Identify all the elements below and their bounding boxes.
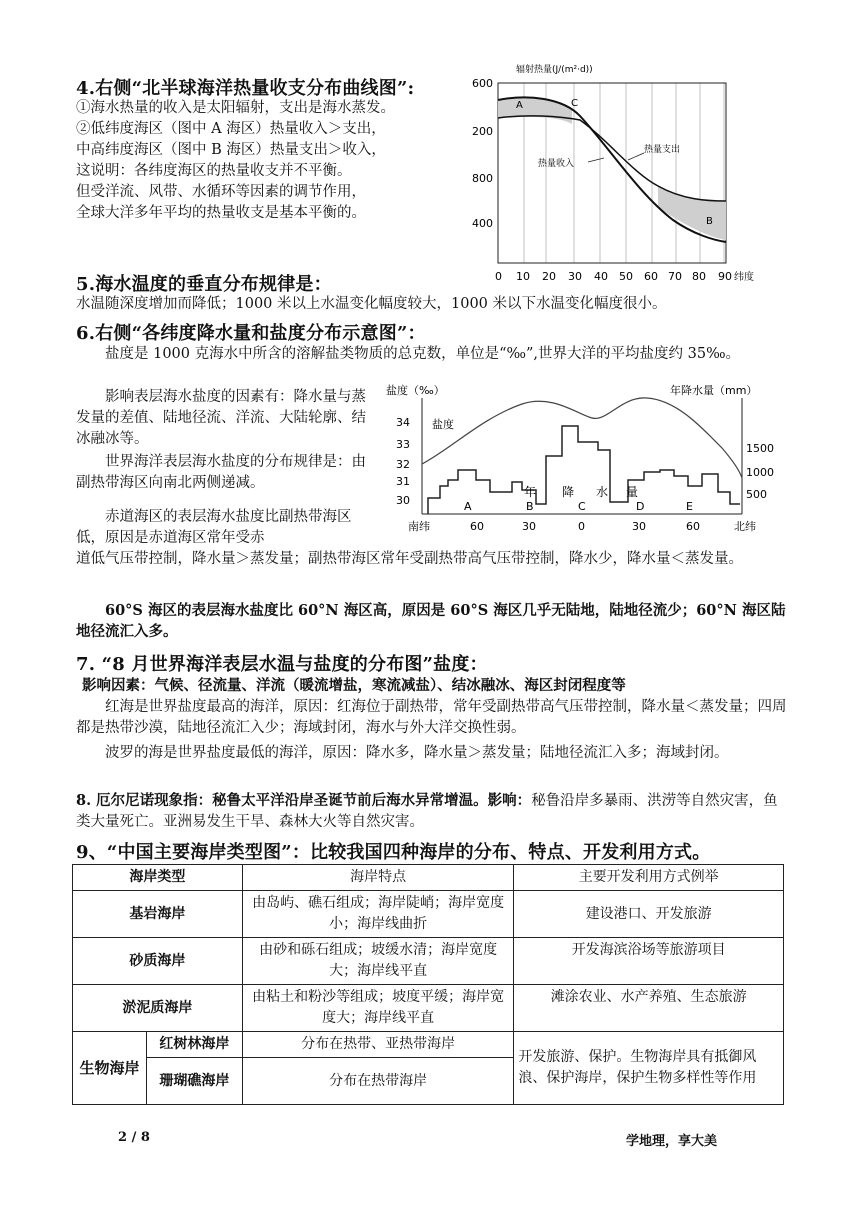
red-sea-text: 红海是世界盐度最高的海洋，原因：红海位于副热带，常年受副热带高气压带控制，降水量＜蒸发量；四周都是热带沙漠，陆地径流汇入少；海域封闭，海水与外大洋交换性弱。 xyxy=(76,699,787,736)
y-tick: 200 xyxy=(472,125,493,138)
section5-text: 水温随深度增加而降低；1000 米以上水温变化幅度较大，1000 米以下水温变化幅度很小。 xyxy=(76,296,667,312)
lat-tick: 0 xyxy=(578,520,585,533)
coast-type-cell: 砂质海岸 xyxy=(73,938,243,985)
coast-type-table xyxy=(72,864,784,1105)
text-line: ②低纬度海区（图中 A 海区）热量收入＞支出， xyxy=(76,121,386,137)
zone-letter: E xyxy=(686,500,693,513)
right-tick: 1000 xyxy=(746,466,774,479)
el-nino-lead: 8. 厄尔尼诺现象指：秘鲁太平洋沿岸圣诞节前后海水异常增温。影响： xyxy=(76,792,532,809)
heat-expense-curve xyxy=(498,116,726,201)
x-tick: 60 xyxy=(644,270,658,283)
bio-coast-group-cell: 生物海岸 xyxy=(73,1032,147,1105)
equator-salinity-a: 赤道海区的表层海水盐度比副热带海区低，原因是赤道海区常年受赤 xyxy=(76,509,352,546)
text-line: ①海水热量的收入是太阳辐射，支出是海水蒸发。 xyxy=(76,100,395,116)
x-tick: 80 xyxy=(692,270,706,283)
salinity-curve xyxy=(422,398,742,478)
south-label: 南纬 xyxy=(408,520,430,533)
table-header-row xyxy=(73,865,784,891)
feature-cell: 由岛屿、礁石组成；海岸陡峭；海岸宽度小；海岸线曲折 xyxy=(242,891,514,938)
zone-letter: A xyxy=(464,500,472,513)
text-line: 中高纬度海区（图中 B 海区）热量支出＞收入， xyxy=(76,142,386,158)
header-cell: 海岸特点 xyxy=(242,865,514,891)
text-line: 全球大洋多年平均的热量收支是基本平衡的。 xyxy=(76,205,366,221)
label-c: C xyxy=(571,98,578,109)
section6-heading: 6.右侧“各纬度降水量和盐度分布示意图”： xyxy=(76,323,426,344)
zone-letter: B xyxy=(526,500,534,513)
y-tick: 800 xyxy=(472,172,493,185)
right-tick: 1500 xyxy=(746,442,774,455)
label-a: A xyxy=(516,100,523,111)
el-nino-rest: 秘鲁沿岸多暴雨、洪涝等自然灾害，鱼类大量死亡。亚洲易发生干旱、森林大火等自然灾害。 xyxy=(76,793,778,830)
left-axis-title: 盐度（‰） xyxy=(386,384,445,397)
x-tick: 20 xyxy=(542,270,556,283)
feature-cell: 由砂和砾石组成；坡缓水清；海岸宽度大；海岸线平直 xyxy=(242,938,514,985)
y-tick: 400 xyxy=(472,217,493,230)
precip-label-char: 量 xyxy=(626,485,639,499)
equator-salinity-b: 道低气压带控制，降水量＞蒸发量；副热带海区常年受副热带高气压带控制，降水少，降水量＜蒸发量。 xyxy=(76,551,743,567)
section4-body xyxy=(76,98,476,224)
use-cell: 开发海滨浴场等旅游项目 xyxy=(514,938,784,985)
text-line: 但受洋流、风带、水循环等因素的调节作用， xyxy=(76,184,366,200)
table-row xyxy=(73,1032,784,1058)
left-tick: 30 xyxy=(396,494,410,507)
feature-cell: 由粘土和粉沙等组成；坡度平缓；海岸宽度大；海岸线平直 xyxy=(242,985,514,1032)
surplus-area-A xyxy=(498,98,572,124)
label-heat-expense: 热量支出 xyxy=(644,145,681,155)
label-heat-income: 热量收入 xyxy=(538,159,575,169)
x-tick: 70 xyxy=(668,270,682,283)
precip-label-char: 年 xyxy=(524,485,537,499)
coast-type-cell: 淤泥质海岸 xyxy=(73,985,243,1032)
left-tick: 34 xyxy=(396,416,410,429)
pointer-line xyxy=(588,158,604,162)
x-tick: 90 xyxy=(718,270,732,283)
section4-heading: 4.右侧“北半球海洋热量收支分布曲线图”: xyxy=(76,78,415,99)
coast-type-cell: 红树林海岸 xyxy=(146,1032,242,1058)
salinity-precipitation-chart xyxy=(382,378,786,538)
page-number: 2 / 8 xyxy=(118,1130,150,1145)
table-row xyxy=(73,938,784,985)
header-cell: 主要开发利用方式例举 xyxy=(514,865,784,891)
salinity-definition: 盐度是 1000 克海水中所含的溶解盐类物质的总克数，单位是“‰”,世界大洋的平均盐度约 35‰。 xyxy=(105,346,741,362)
lat-tick: 60 xyxy=(686,520,700,533)
right-axis-title: 年降水量（mm） xyxy=(670,384,758,397)
el-nino-text xyxy=(76,790,788,833)
y-tick: 600 xyxy=(472,77,493,90)
coast-type-cell: 珊瑚礁海岸 xyxy=(146,1058,242,1105)
heat-budget-chart xyxy=(468,58,798,290)
y-axis-title: 辐射热量(J/(m²·d)) xyxy=(516,65,593,75)
zone-letter: C xyxy=(578,500,586,513)
salinity-influence-factors: 影响因素：气候、径流量、洋流（暖流增盐，寒流减盐）、结冰融冰、海区封闭程度等 xyxy=(82,677,626,694)
x-tick: 40 xyxy=(594,270,608,283)
precip-label-char: 水 xyxy=(596,485,609,499)
use-cell: 滩涂农业、水产养殖、生态旅游 xyxy=(514,985,784,1032)
north-label: 北纬 xyxy=(734,520,756,533)
salinity-label: 盐度 xyxy=(432,418,454,431)
feature-cell: 分布在热带、亚热带海岸 xyxy=(242,1032,514,1058)
table-row xyxy=(73,985,784,1032)
footer-slogan: 学地理，享大美 xyxy=(626,1134,718,1149)
header-cell: 海岸类型 xyxy=(73,865,243,891)
table-row xyxy=(73,891,784,938)
section9-heading: 9、“中国主要海岸类型图”：比较我国四种海岸的分布、特点、开发利用方式。 xyxy=(76,842,711,863)
bio-use-cell: 开发旅游、保护。生物海岸具有抵御风浪、保护海岸，保护生物多样性等作用 xyxy=(514,1032,784,1105)
zone-letter: D xyxy=(636,500,645,513)
baltic-sea-text: 波罗的海是世界盐度最低的海洋，原因：降水多，降水量＞蒸发量；陆地径流汇入多；海域封闭。 xyxy=(105,745,729,761)
section7-heading: 7. “8 月世界海洋表层水温与盐度的分布图”盐度： xyxy=(76,654,488,675)
lat-tick: 30 xyxy=(632,520,646,533)
right-tick: 500 xyxy=(746,488,767,501)
left-tick: 31 xyxy=(396,475,410,488)
lat-tick: 60 xyxy=(470,520,484,533)
left-tick: 33 xyxy=(396,438,410,451)
sixty-degree-comparison: 60°S 海区的表层海水盐度比 60°N 海区高，原因是 60°S 海区几乎无陆地，陆地径流少；60°N 海区陆地径流汇入多。 xyxy=(76,602,786,640)
salinity-pattern: 世界海洋表层海水盐度的分布规律是：由副热带海区向南北两侧递减。 xyxy=(76,454,366,491)
coast-type-cell: 基岩海岸 xyxy=(73,891,243,938)
x-tick: 30 xyxy=(568,270,582,283)
feature-cell: 分布在热带海岸 xyxy=(242,1058,514,1105)
x-tick: 50 xyxy=(619,270,633,283)
text-line: 这说明：各纬度海区的热量收支并不平衡。 xyxy=(76,163,352,179)
x-tick: 10 xyxy=(516,270,530,283)
x-tick: 0 xyxy=(495,270,502,283)
label-b: B xyxy=(706,216,713,227)
section5-heading: 5.海水温度的垂直分布规律是： xyxy=(76,274,332,295)
use-cell: 建设港口、开发旅游 xyxy=(514,891,784,938)
salinity-factors: 影响表层海水盐度的因素有：降水量与蒸发量的差值、陆地径流、洋流、大陆轮廓、结冰融冰等。 xyxy=(76,389,366,447)
precip-label-char: 降 xyxy=(562,485,575,499)
left-tick: 32 xyxy=(396,458,410,471)
x-axis-unit: 纬度 xyxy=(734,272,754,283)
pointer-line xyxy=(628,153,644,160)
lat-tick: 30 xyxy=(522,520,536,533)
